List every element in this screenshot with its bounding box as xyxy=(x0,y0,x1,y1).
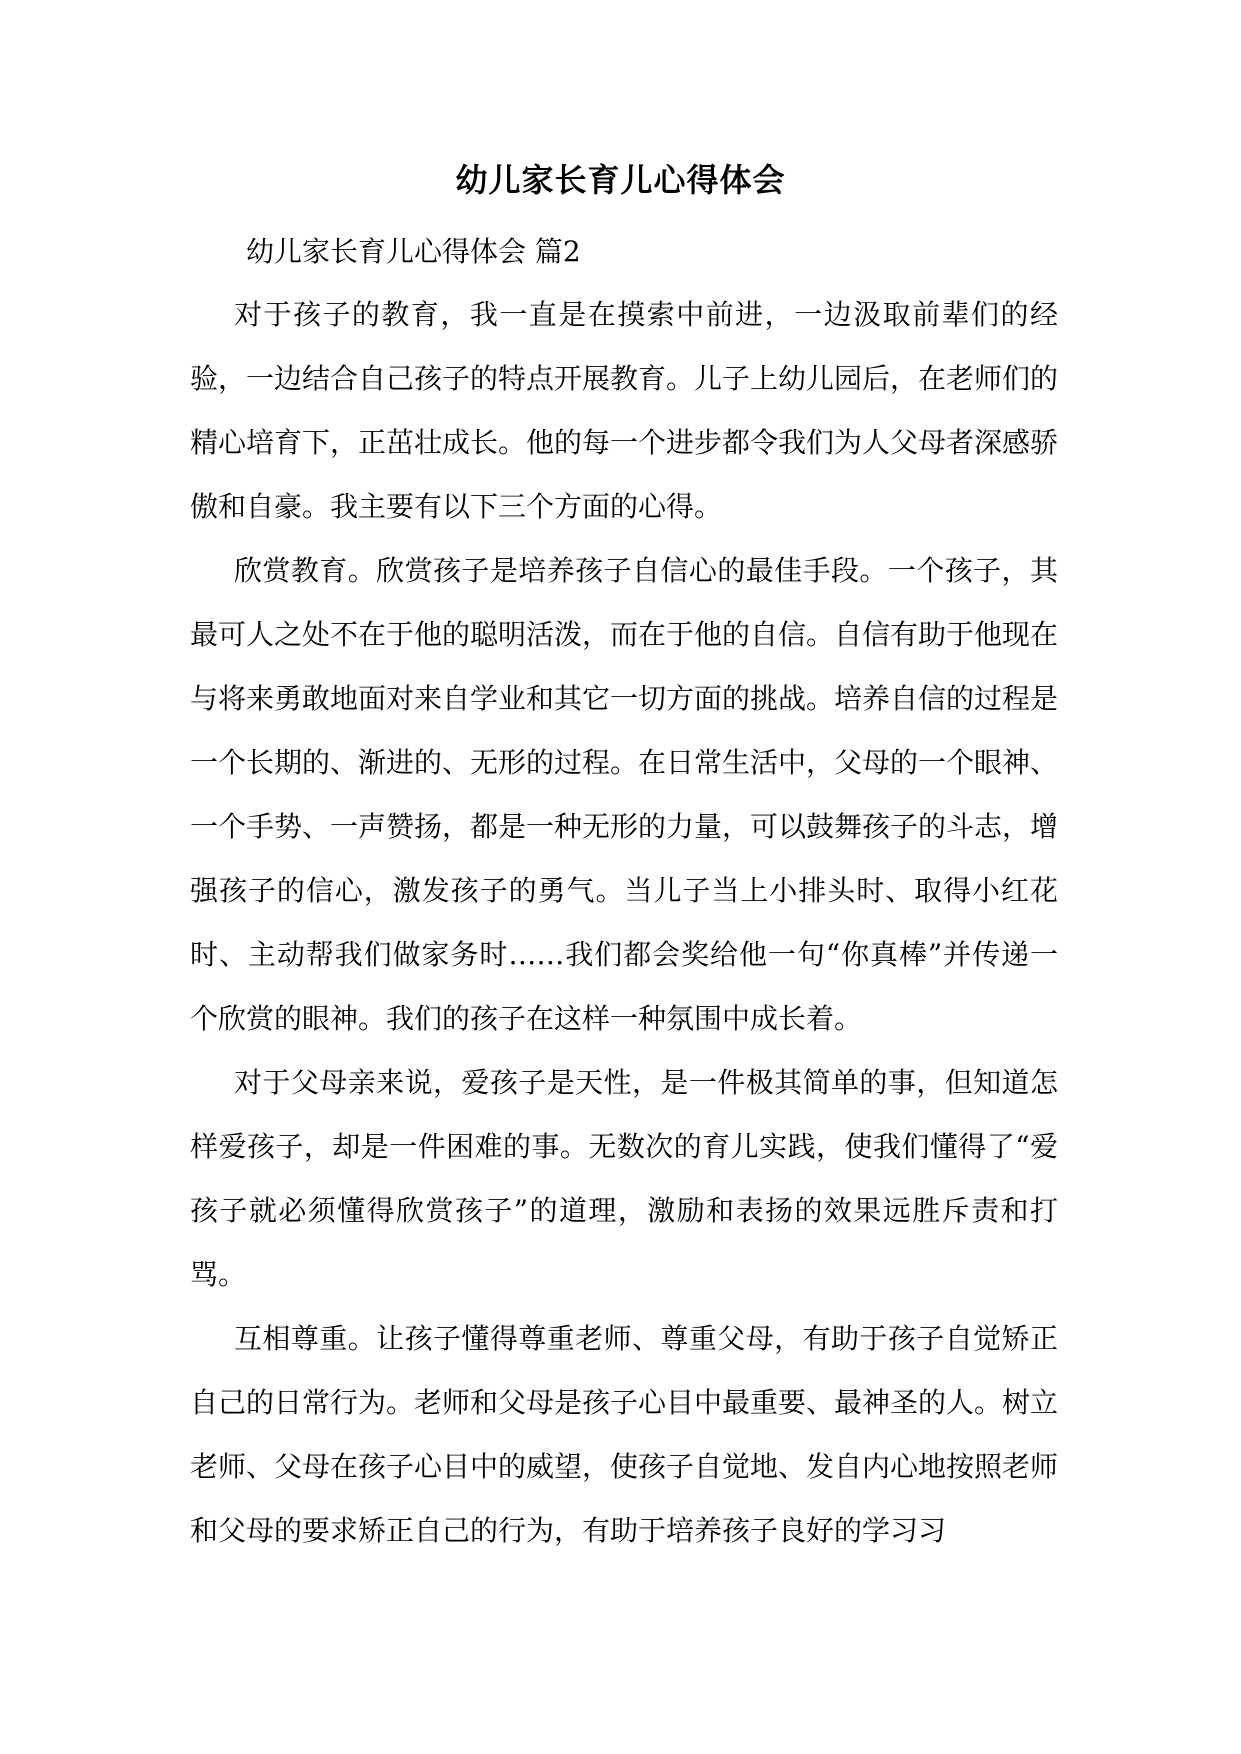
document-body xyxy=(190,283,1058,1563)
paragraph-4: 互相尊重。让孩子懂得尊重老师、尊重父母，有助于孩子自觉矫正自己的日常行为。老师和父母是孩子心目中最重要、最神圣的人。树立老师、父母在孩子心目中的威望，使孩子自觉地、发自内心地按照老师和父母的要求矫正自己的行为，有助于培养孩子良好的学习习 xyxy=(190,1322,1059,1547)
paragraph-2: 欣赏教育。欣赏孩子是培养孩子自信心的最佳手段。一个孩子，其最可人之处不在于他的聪明活泼，而在于他的自信。自信有助于他现在与将来勇敢地面对来自学业和其它一切方面的挑战。培养自信的过程是一个长期的、渐进的、无形的过程。在日常生活中，父母的一个眼神、一个手势、一声赞扬，都是一种无形的力量，可以鼓舞孩子的斗志，增强孩子的信心，激发孩子的勇气。当儿子当上小排头时、取得小红花时、主动帮我们做家务时……我们都会奖给他一句“你真棒”并传递一个欣赏的眼神。我们的孩子在这样一种氛围中成长着。 xyxy=(190,554,1059,1035)
paragraph-3: 对于父母亲来说，爱孩子是天性，是一件极其简单的事，但知道怎样爱孩子，却是一件困难的事。无数次的育儿实践，使我们懂得了“爱孩子就必须懂得欣赏孩子”的道理，激励和表扬的效果远胜斥责和打骂。 xyxy=(190,1066,1058,1291)
paragraph-1: 对于孩子的教育，我一直是在摸索中前进，一边汲取前辈们的经验，一边结合自己孩子的特点开展教育。儿子上幼儿园后，在老师们的精心培育下，正茁壮成长。他的每一个进步都令我们为人父母者深感骄傲和自豪。我主要有以下三个方面的心得。 xyxy=(190,298,1059,523)
section-subtitle: 幼儿家长育儿心得体会 篇2 xyxy=(246,235,581,268)
page-title: 幼儿家长育儿心得体会 xyxy=(455,161,786,199)
